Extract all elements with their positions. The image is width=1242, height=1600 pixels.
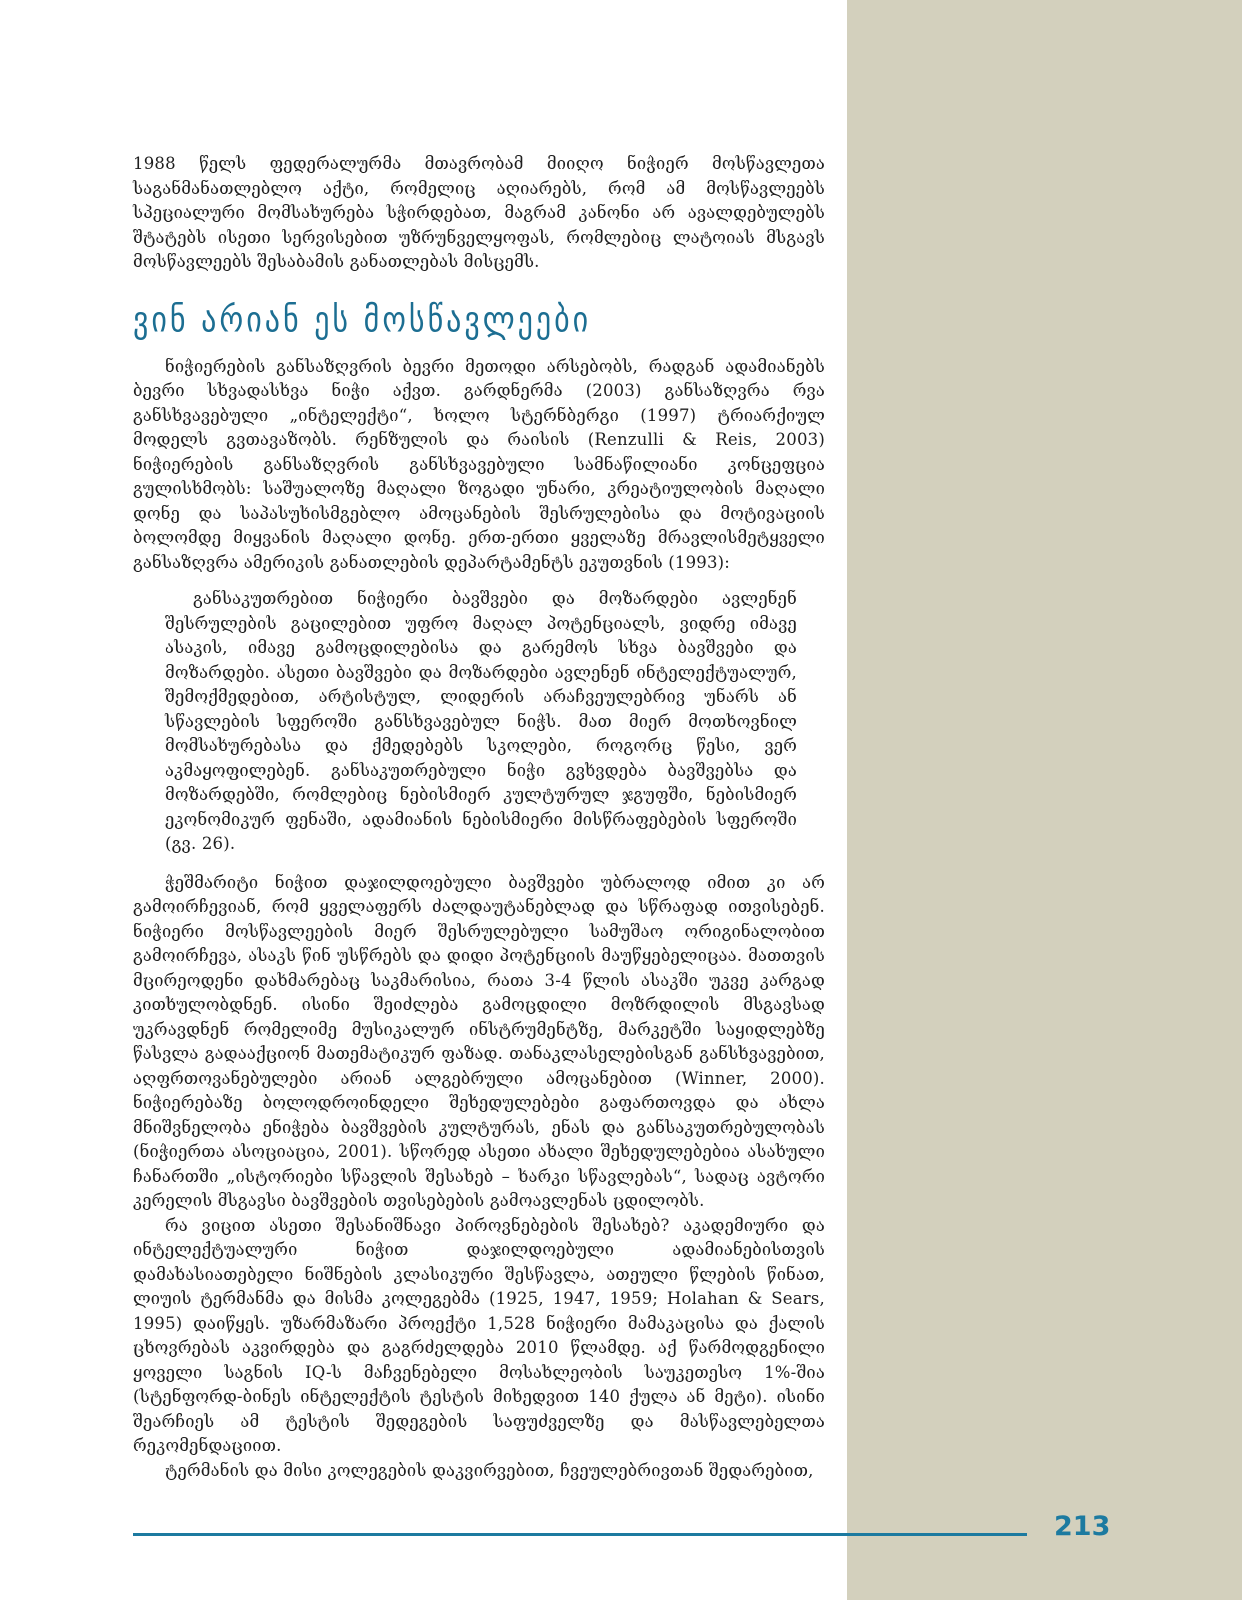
body-paragraph-4: ტერმანის და მისი კოლეგების დაკვირვებით, ჩვეულებრივთან შედარებით, bbox=[165, 1460, 814, 1480]
block-quote bbox=[165, 587, 797, 857]
intro-paragraph: 1988 წელს ფედერალურმა მთავრობამ მიიღო ნიჭიერ მოსწავლეთა საგანმანათლებლო აქტი, რომელიც აღიარებს, რომ ამ მოსწავლეებს სპეციალური მომსახურება სჭირდებათ, მაგრამ კანონი არ ავალდებულებს შტატებს ისეთი სერვისებით უზრუნველყოფას, რომლებიც ლატოიას მსგავს მოსწავლეებს შესაბამის განათლებას მისცემს. bbox=[133, 154, 825, 271]
footer-rule bbox=[133, 1533, 1027, 1536]
side-band bbox=[847, 0, 1242, 1600]
page-number: 213 bbox=[1054, 1511, 1111, 1542]
body-paragraph-1: ნიჭიერების განსაზღვრის ბევრი მეთოდი არსებობს, რადგან ადამიანებს ბევრი სხვადასხვა ნიჭი აქვთ. გარდნერმა (2003) განსაზღვრა რვა განსხვავებული „ინტელექტი“, ხოლო სტერნბერგი (1997) ტრიარქიულ მოდელს გვთავაზობს. რენზულის და რაისის (Renzulli & Reis, 2003) ნიჭიერების განსაზღვრის განსხვავებული სამნაწილიანი კონცეფცია გულისხმობს: საშუალოზე მაღალი ზოგადი უნარი, კრეატიულობის მაღალი დონე და საპასუხისმგებლო ამოცანების შესრულებისა და მოტივაციის ბოლომდე მიყვანის მაღალი დონე. ერთ-ერთი ყველაზე მრავლისმეტყველი განსაზღვრა ამერიკის განათლების დეპარტამენტს ეკუთვნის (1993): bbox=[133, 356, 825, 572]
section-heading: ვინ არიან ეს მოსწავლეები bbox=[133, 299, 592, 341]
page-content bbox=[133, 152, 825, 1483]
quote-text: განსაკუთრებით ნიჭიერი ბავშვები და მოზარდები ავლენენ შესრულების გაცილებით უფრო მაღალ პოტენციალს, ვიდრე იმავე ასაკის, იმავე გამოცდილებისა და გარემოს სხვა ბავშვები და მოზარდები. ასეთი ბავშვები და მოზარდები ავლენენ ინტელექტუალურ, შემოქმედებით, არტისტულ, ლიდერის არაჩვეულებრივ უნარს ან სწავლების სფეროში განსხვავებულ ნიჭს. მათ მიერ მოთხოვნილ მომსახურებასა და ქმედებებს სკოლები, როგორც წესი, ვერ აკმაყოფილებენ. განსაკუთრებული ნიჭი გვხვდება ბავშვებსა და მოზარდებში, რომლებიც ნებისმიერ კულტურულ ჯგუფში, ნებისმიერ ეკონომიკურ ფენაში, ადამიანის ნებისმიერი მისწრაფებების სფეროში (გვ. 26). bbox=[165, 589, 797, 853]
body-paragraph-2: ჭეშმარიტი ნიჭით დაჯილდოებული ბავშვები უბრალოდ იმით კი არ გამოირჩევიან, რომ ყველაფერს ძალდაუტანებლად და სწრაფად ითვისებენ. ნიჭიერი მოსწავლეების მიერ შესრულებული სამუშაო ორიგინალობით გამოირჩევა, ასაკს წინ უსწრებს და დიდი პოტენციის მაუწყებელიცაა. მათთვის მცირეოდენი დახმარებაც საკმარისია, რათა 3-4 წლის ასაკში უკვე კარგად კითხულობდნენ. ისინი შეიძლება გამოცდილი მოზრდილის მსგავსად უკრავდნენ რომელიმე მუსიკალურ ინსტრუმენტზე, მარკეტში საყიდლებზე წასვლა გადააქციონ მათემატიკურ ფაზად. თანაკლასელებისგან განსხვავებით, აღფრთოვანებულები არიან ალგებრული ამოცანებით (Winner, 2000). ნიჭიერებაზე ბოლოდროინდელი შეხედულებები გაფართოვდა და ახლა მნიშვნელობა ენიჭება ბავშვების კულტურას, ენას და განსაკუთრებულობას (ნიჭიერთა ასოციაცია, 2001). სწორედ ასეთი ახალი შეხედულებებია ასახული ჩანართში „ისტორიები სწავლის შესახებ – ხარკი სწავლებას“, სადაც ავტორი კერელის მსგავსი ბავშვების თვისებების გამოავლენას ცდილობს. bbox=[133, 872, 825, 1210]
body-paragraph-3: რა ვიცით ასეთი შესანიშნავი პიროვნებების შესახებ? აკადემიური და ინტელექტუალური ნიჭით დაჯილდოებული ადამიანებისთვის დამახასიათებელი ნიშნების კლასიკური შესწავლა, ათეული წლების წინათ, ლიუის ტერმანმა და მისმა კოლეგებმა (1925, 1947, 1959; Holahan & Sears, 1995) დაიწყეს. უზარმაზარი პროექტი 1,528 ნიჭიერი მამაკაცისა და ქალის ცხოვრებას აკვირდება და გაგრძელდება 2010 წლამდე. აქ წარმოდგენილი ყოველი საგნის IQ-ს მაჩვენებელი მოსახლეობის საუკეთესო 1%-შია (სტენფორდ-ბინეს ინტელექტის ტესტის მიხედვით 140 ქულა ან მეტი). ისინი შეარჩიეს ამ ტესტის შედეგების საფუძველზე და მასწავლებელთა რეკომენდაციით. bbox=[133, 1215, 825, 1455]
